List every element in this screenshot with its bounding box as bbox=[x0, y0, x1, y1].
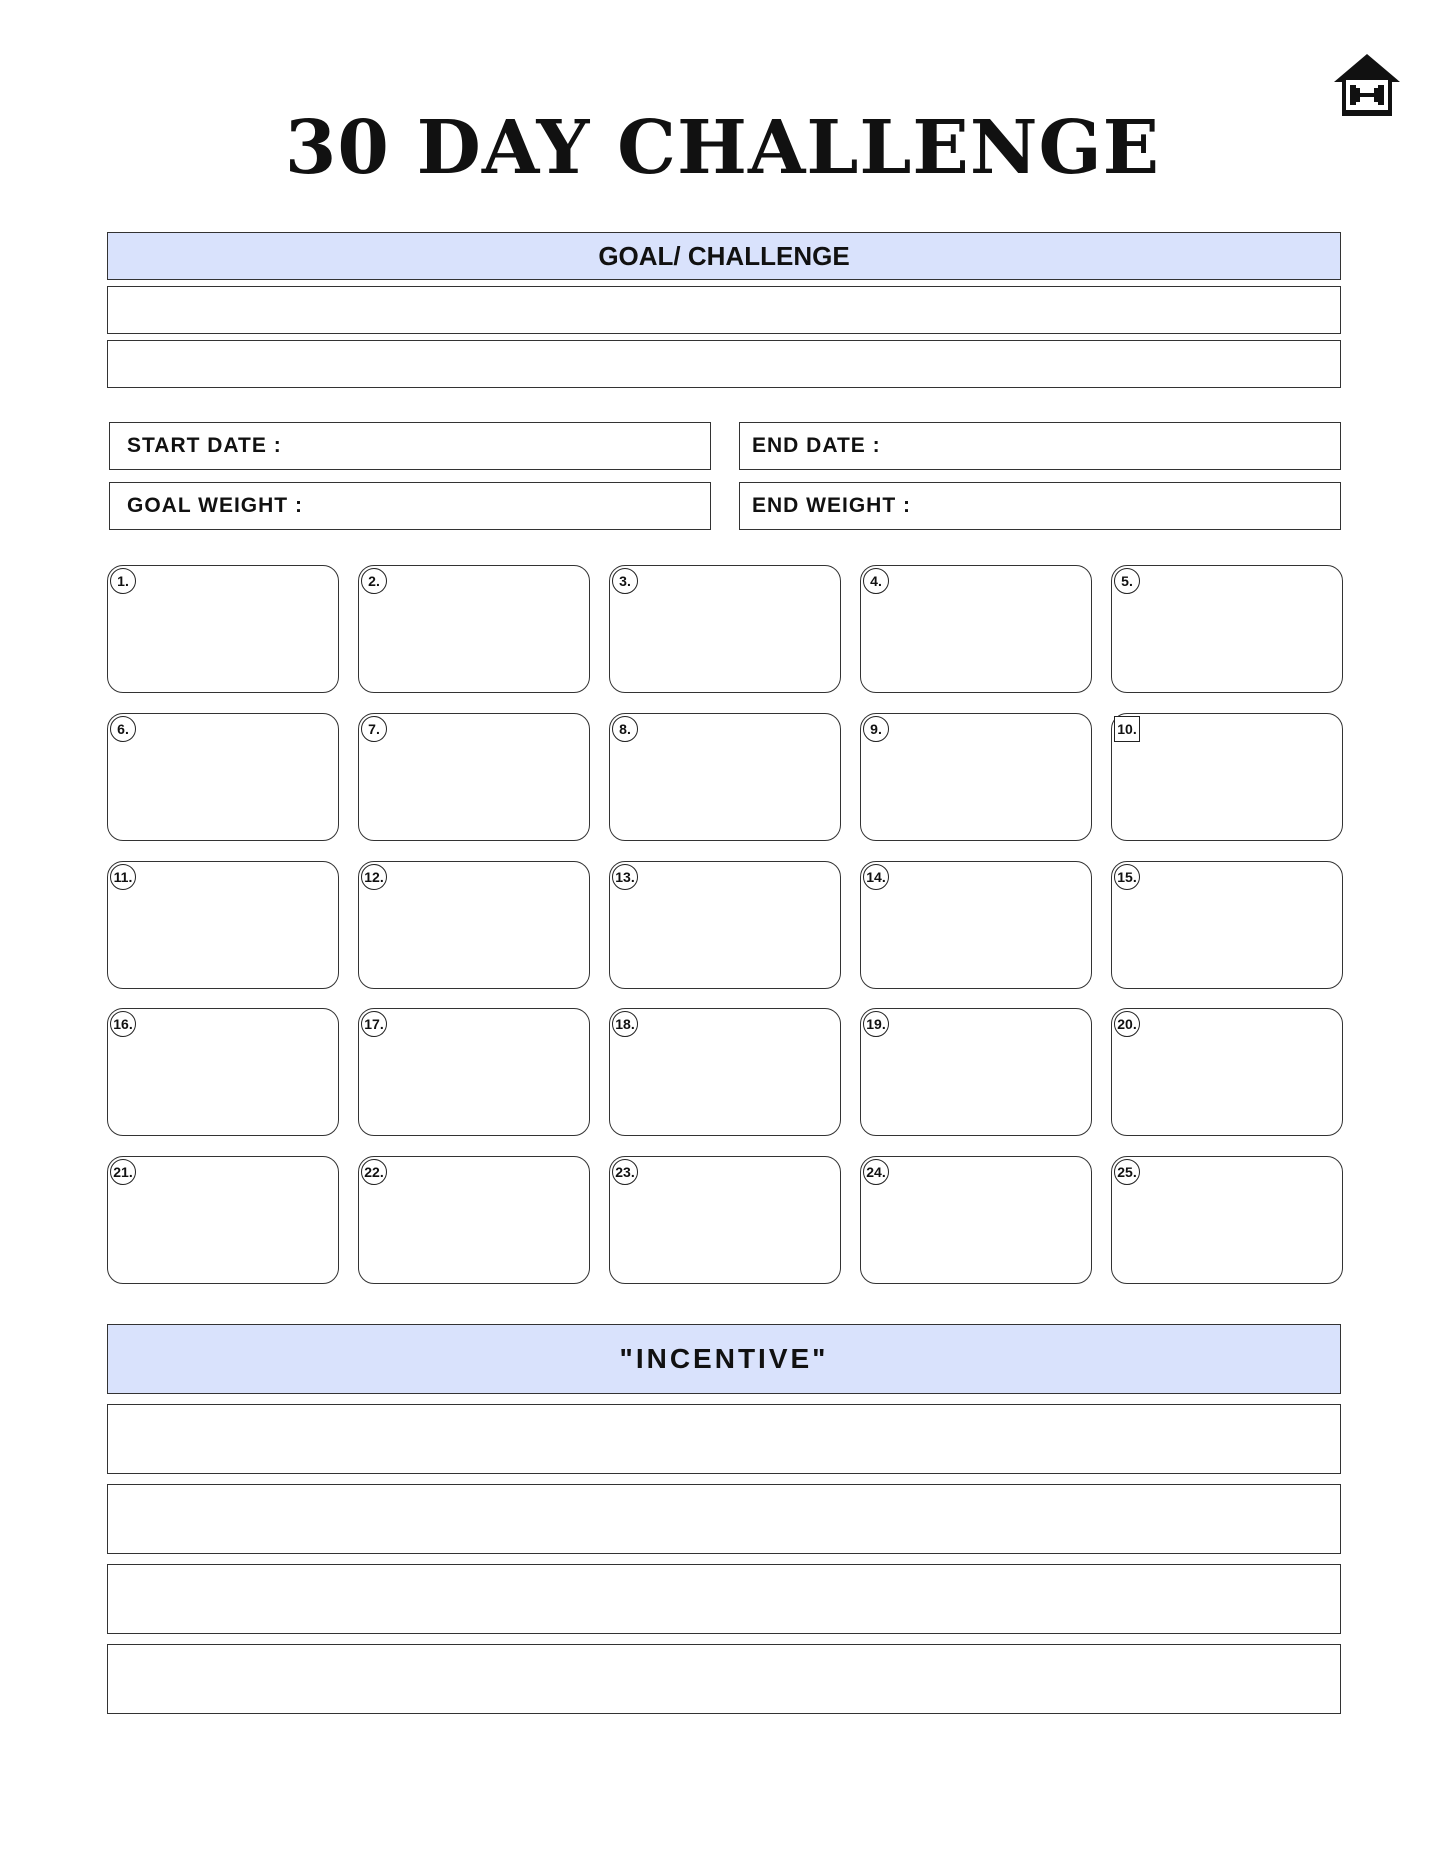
day-box[interactable] bbox=[107, 565, 339, 693]
day-number: 22. bbox=[361, 1159, 387, 1185]
day-box[interactable] bbox=[860, 713, 1092, 841]
start-date-label: START DATE : bbox=[127, 434, 282, 457]
goal-line-2[interactable] bbox=[107, 340, 1341, 388]
page-title: 30 DAY CHALLENGE bbox=[284, 105, 1161, 191]
day-number: 21. bbox=[110, 1159, 136, 1185]
end-date-field[interactable] bbox=[739, 422, 1341, 470]
day-box[interactable] bbox=[609, 1156, 841, 1284]
day-box[interactable] bbox=[358, 1156, 590, 1284]
day-box[interactable] bbox=[107, 713, 339, 841]
day-number: 18. bbox=[612, 1011, 638, 1037]
day-box[interactable] bbox=[860, 861, 1092, 989]
day-number: 15. bbox=[1114, 864, 1140, 890]
day-number: 6. bbox=[110, 716, 136, 742]
day-box[interactable] bbox=[107, 1008, 339, 1136]
day-box[interactable] bbox=[1111, 1008, 1343, 1136]
day-box[interactable] bbox=[1111, 1156, 1343, 1284]
day-number: 25. bbox=[1114, 1159, 1140, 1185]
incentive-line-4[interactable] bbox=[107, 1644, 1341, 1714]
end-date-label: END DATE : bbox=[752, 434, 881, 457]
day-number: 14. bbox=[863, 864, 889, 890]
day-box[interactable] bbox=[860, 1008, 1092, 1136]
day-box[interactable] bbox=[107, 1156, 339, 1284]
day-number: 24. bbox=[863, 1159, 889, 1185]
day-box[interactable] bbox=[107, 861, 339, 989]
day-box[interactable] bbox=[1111, 713, 1343, 841]
end-weight-field[interactable] bbox=[739, 482, 1341, 530]
day-grid bbox=[107, 565, 1343, 1283]
day-number: 23. bbox=[612, 1159, 638, 1185]
goal-weight-field[interactable] bbox=[109, 482, 711, 530]
day-number: 13. bbox=[612, 864, 638, 890]
day-number: 17. bbox=[361, 1011, 387, 1037]
day-number: 8. bbox=[612, 716, 638, 742]
day-number: 4. bbox=[863, 568, 889, 594]
day-number: 20. bbox=[1114, 1011, 1140, 1037]
day-number: 19. bbox=[863, 1011, 889, 1037]
day-box[interactable] bbox=[609, 1008, 841, 1136]
day-box[interactable] bbox=[358, 565, 590, 693]
incentive-line-1[interactable] bbox=[107, 1404, 1341, 1474]
goal-challenge-heading: GOAL/ CHALLENGE bbox=[107, 232, 1341, 280]
day-number: 9. bbox=[863, 716, 889, 742]
end-weight-label: END WEIGHT : bbox=[752, 494, 911, 517]
incentive-heading: "INCENTIVE" bbox=[107, 1324, 1341, 1394]
day-number: 5. bbox=[1114, 568, 1140, 594]
day-number: 10. bbox=[1114, 716, 1140, 742]
day-box[interactable] bbox=[860, 565, 1092, 693]
day-number: 3. bbox=[612, 568, 638, 594]
day-box[interactable] bbox=[609, 713, 841, 841]
day-box[interactable] bbox=[358, 861, 590, 989]
day-number: 7. bbox=[361, 716, 387, 742]
day-box[interactable] bbox=[1111, 565, 1343, 693]
day-number: 2. bbox=[361, 568, 387, 594]
goal-weight-label: GOAL WEIGHT : bbox=[127, 494, 303, 517]
day-number: 11. bbox=[110, 864, 136, 890]
incentive-line-2[interactable] bbox=[107, 1484, 1341, 1554]
day-box[interactable] bbox=[609, 565, 841, 693]
day-box[interactable] bbox=[1111, 861, 1343, 989]
day-box[interactable] bbox=[609, 861, 841, 989]
day-box[interactable] bbox=[358, 1008, 590, 1136]
day-number: 16. bbox=[110, 1011, 136, 1037]
goal-line-1[interactable] bbox=[107, 286, 1341, 334]
day-number: 1. bbox=[110, 568, 136, 594]
day-box[interactable] bbox=[860, 1156, 1092, 1284]
day-number: 12. bbox=[361, 864, 387, 890]
start-date-field[interactable] bbox=[109, 422, 711, 470]
day-box[interactable] bbox=[358, 713, 590, 841]
incentive-line-3[interactable] bbox=[107, 1564, 1341, 1634]
